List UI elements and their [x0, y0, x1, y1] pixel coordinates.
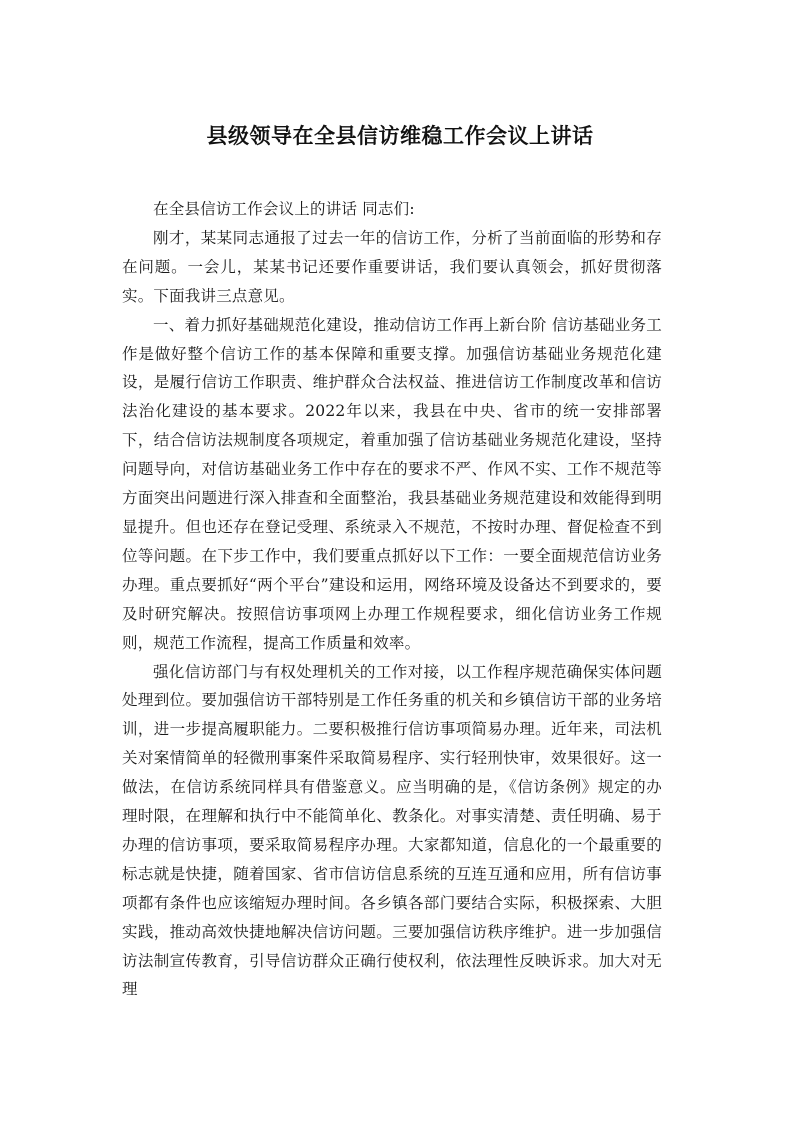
paragraph-section-one: 一、着力抓好基础规范化建设，推动信访工作再上新台阶 信访基础业务工作是做好整个信访工作的基本保障和重要支撑。加强信访基础业务规范化建设，是履行信访工作职责、维护群众合法权益、推进信访工作制度改革和信访法治化建设的基本要求。2022年以来，我县在中央、省市的统一安排部署下，结合信访法规制度各项规定，着重加强了信访基础业务规范化建设，坚持问题导向，对信访基础业务工作中存在的要求不严、作风不实、工作不规范等方面突出问题进行深入排查和全面整治，我县基础业务规范建设和效能得到明显提升。但也还存在登记受理、系统录入不规范，不按时办理、督促检查不到位等问题。在下步工作中，我们要重点抓好以下工作：一要全面规范信访业务办理。重点要抓好“两个平台”建设和运用，网络环境及设备达不到要求的，要及时研究解决。按照信访事项网上办理工作规程要求，细化信访业务工作规则，规范工作流程，提高工作质量和效率。: [122, 315, 662, 652]
document-title: 县级领导在全县信访维稳工作会议上讲话: [206, 124, 594, 148]
paragraph-intro: 刚才，某某同志通报了过去一年的信访工作，分析了当前面临的形势和存在问题。一会儿，某某书记还要作重要讲话，我们要认真领会，抓好贯彻落实。下面我讲三点意见。: [122, 228, 662, 305]
paragraph-greeting: 在全县信访工作会议上的讲话 同志们:: [153, 200, 415, 218]
document-body: [122, 195, 662, 1004]
paragraph-section-one-continued: 强化信访部门与有权处理机关的工作对接，以工作程序规范确保实体问题处理到位。要加强信访干部特别是工作任务重的机关和乡镇信访干部的业务培训，进一步提高履职能力。二要积极推行信访事项简易办理。近年来，司法机关对案情简单的轻微刑事案件采取简易程序、实行轻刑快审，效果很好。这一做法，在信访系统同样具有借鉴意义。应当明确的是，《信访条例》规定的办理时限，在理解和执行中不能简单化、教条化。对事实清楚、责任明确、易于办理的信访事项，要采取简易程序办理。大家都知道，信息化的一个最重要的标志就是快捷，随着国家、省市信访信息系统的互连互通和应用，所有信访事项都有条件也应该缩短办理时间。各乡镇各部门要结合实际，积极探索、大胆实践，推动高效快捷地解决信访问题。三要加强信访秩序维护。进一步加强信访法制宣传教育，引导信访群众正确行使权利，依法理性反映诉求。加大对无理: [122, 662, 662, 999]
